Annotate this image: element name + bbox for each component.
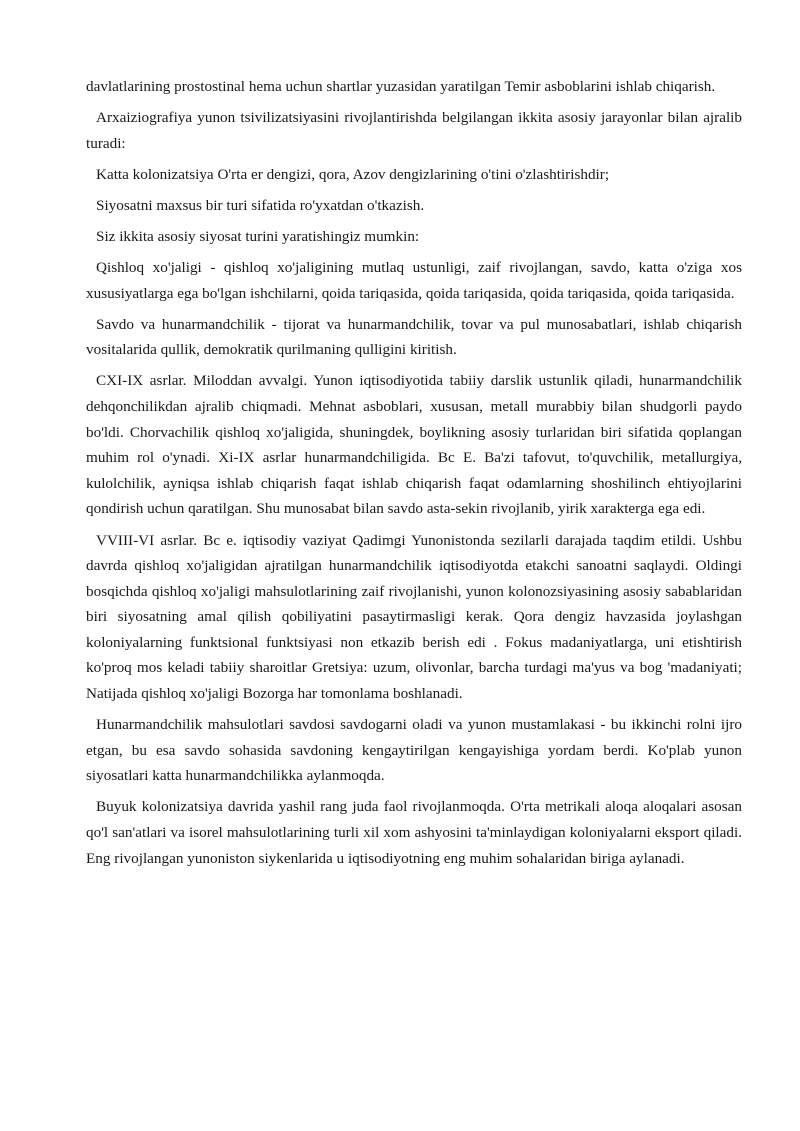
paragraph-continuation: davlatlarining prostostinal hema uchun shartlar yuzasidan yaratilgan Temir asboblarini ishlab chiqarish.: [86, 78, 716, 95]
paragraph-arxaiziografiya: Arxaiziografiya yunon tsivilizatsiyasini rivojlantirishda belgilangan ikkita asosiy jarayonlar bilan ajralib turadi:: [86, 109, 742, 152]
paragraph-siz-ikkita: Siz ikkita asosiy siyosat turini yaratishingiz mumkin:: [96, 227, 420, 245]
paragraph-vviii-vi-asrlar: VVIII-VI asrlar. Bc e. iqtisodiy vaziyat Qadimgi Yunonistonda sezilarli darajada taqdim etildi. Ushbu davrda qishloq xo'jaligidan ajratilgan hunarmandchilik iqtisodiyotda etakchi sanoatni saqlaydi. Oldingi bosqichda qishloq xo'jaligi mahsulotlarining zaif rivojlanishi, yunon kolonozsiyasining asosiy sabablaridan biri siyosatning amal qilish qobiliyatini pasaytirmasligi kerak. Qora dengiz havzasida joylashgan koloniyalarning funktsional funktsiyasi non etkazib berish edi . Fokus madaniyatlarga, uni etishtirish ko'proq mos keladi tabiiy sharoitlar Gretsiya: uzum, olivonlar, barcha turdagi ma'yus va bog 'madaniyati; Natijada qishloq xo'jaligi Bozorga har tomonlama boshlanadi.: [86, 531, 742, 703]
paragraph-katta-kolonizatsiya: Katta kolonizatsiya O'rta er dengizi, qora, Azov dengizlarining o'tini o'zlashtirishdir;: [96, 165, 610, 183]
document-page: [86, 74, 742, 877]
paragraph-buyuk-kolonizatsiya: Buyuk kolonizatsiya davrida yashil rang juda faol rivojlanmoqda. O'rta metrikali aloqa aloqalari asosan qo'l san'atlari va isorel mahsulotlarining turli xil xom ashyosini ta'minlaydigan koloniyalarni eksport qiladi. Eng rivojlangan yunoniston siykenlarida u iqtisodiyotning eng muhim sohalaridan biriga aylanadi.: [86, 798, 742, 867]
paragraph-qishloq-xojaligi: Qishloq xo'jaligi - qishloq xo'jaligining mutlaq ustunligi, zaif rivojlangan, savdo, katta o'ziga xos xususiyatlarga ega bo'lgan ishchilarni, qoida tariqasida, qoida tariqasida, qoida tariqasida, qoida tariqasida.: [86, 259, 742, 302]
paragraph-siyosatni: Siyosatni maxsus bir turi sifatida ro'yxatdan o'tkazish.: [96, 196, 425, 214]
paragraph-hunarmandchilik-savdosi: Hunarmandchilik mahsulotlari savdosi savdogarni oladi va yunon mustamlakasi - bu ikkinchi rolni ijro etgan, bu esa savdo sohasida savdoning kengaytirilgan kengayishiga yordam berdi. Ko'plab yunon siyosatlari katta hunarmandchilikka aylanmoqda.: [86, 716, 742, 785]
paragraph-cxi-ix-asrlar: CXI-IX asrlar. Miloddan avvalgi. Yunon iqtisodiyotida tabiiy darslik ustunlik qiladi, hunarmandchilik dehqonchilikdan ajralib chiqmadi. Mehnat asboblari, xususan, metall murabbiy bilan shudgorli paydo bo'ldi. Chorvachilik qishloq xo'jaligida, shuningdek, boylikning asosiy turlaridan biri sifatida qoplangan muhim rol o'ynadi. Xi-IX asrlar hunarmandchiligida. Bc E. Ba'zi tafovut, to'quvchilik, metallurgiya, kulolchilik, ayniqsa ishlab chiqarish faqat ishlab chiqarish faqat odamlarning shoshilinch ehtiyojlarini qondirish uchun qaratilgan. Shu munosabat bilan savdo asta-sekin rivojlanib, yirik xarakterga ega edi.: [86, 372, 742, 518]
paragraph-savdo-hunarmandchilik: Savdo va hunarmandchilik - tijorat va hunarmandchilik, tovar va pul munosabatlari, ishlab chiqarish vositalarida qullik, demokratik qurilmaning qulligini kiritish.: [86, 315, 742, 359]
